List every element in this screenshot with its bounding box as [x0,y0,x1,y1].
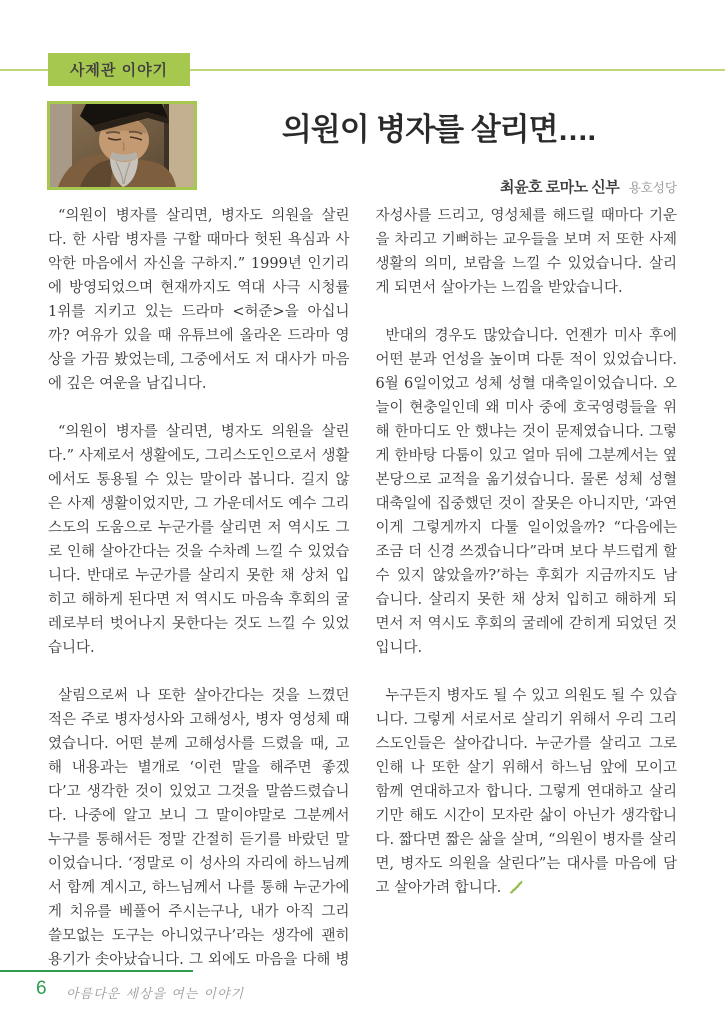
author-line [500,176,677,197]
section-tab [48,53,190,86]
article-paragraph [376,684,678,900]
footer-rule [0,970,193,972]
article-photo [47,101,197,190]
author-parish: 용호성당 [628,181,677,195]
drama-still-illustration [50,104,194,187]
paragraph-text: “의원이 병자를 살리면, 병자도 의원을 살린다.” 사제로서 생활에도, 그리스도인으로서 생활에서도 통용될 수 있는 말이라 봅니다. 길지 않은 사제 생활이었지만, 그 가운데서도 예수 그리스도의 도움으로 누군가를 살리면 저 역시도 그로 인해 살아간다는 것을 수차례 느낄 수 있었습니다. 반대로 누군가를 살리지 못한 채 상처 입히고 해하게 된다면 저 역시도 마음속 후회의 굴레로부터 벗어나지 못한다는 것도 느낄 수 있었습니다. [48,424,350,656]
section-tab-label: 사제관 이야기 [69,62,169,79]
paragraph-text: 살림으로써 나 또한 살아간다는 것을 느꼈던 적은 주로 병자성사와 고해성사, 병자 영성체 때였습니다. 어떤 분께 고해성사를 드렸을 때, 고해 내용과는 별개로 ‘이런 말을 해주면 좋겠다’고 생각한 것이 있었고 그것을 말씀드렸습니다. 나중에 알고 보니 그 말이야말로 그분께서 누구를 통해서든 정말 간절히 듣기를 바랐던 말이었습니다. ‘정말로 이 성사의 자리에 하느님께서 함께 계시고, 하느님께서 나를 통해 누군가에게 치유를 베풀어 주시는구나, 내가 아직 그리 쓸모없는 도구는 아니었구나’라는 생각에 괜히 용기가 솟아났습니다. 그 외에도 마음을 다해 병자성사를 드리고, 영성체를 해드릴 때마다 기운을 차리고 기뻐하는 교우들을 보며 저 또한 사제 생활의 의미, 보람을 느낄 수 있었습니다. 살리게 되면서 살아가는 느낌을 받았습니다. [48,208,677,968]
article-title: 의원이 병자를 살리면…. [281,112,596,147]
paragraph-text: “의원이 병자를 살리면, 병자도 의원을 살린다. 한 사람 병자를 구할 때마다 헛된 욕심과 사악한 마음에서 자신을 구하지.” 1999년 인기리에 방영되었으며 현재까지도 역대 사극 시청률 1위를 지키고 있는 드라마 <허준>을 아십니까? 여유가 있을 때 유튜브에 올라온 드라마 영상을 가끔 봤었는데, 그중에서도 저 대사가 마음에 깊은 여운을 남깁니다. [48,208,350,392]
article-paragraph [376,324,678,660]
paragraph-text: 반대의 경우도 많았습니다. 언젠가 미사 후에 어떤 분과 언성을 높이며 다툰 적이 있었습니다. 6월 6일이었고 성체 성혈 대축일이었습니다. 오늘이 현충일인데 왜 미사 중에 호국영령들을 위해 한마디도 안 했냐는 것이 문제였습니다. 그렇게 한바탕 다툼이 있고 얼마 뒤에 그분께서는 옆 본당으로 교적을 옮기셨습니다. 물론 성체 성혈 대축일에 집중했던 것이 잘못은 아니지만, ‘과연 이게 그렇게까지 다툴 일이었을까? “다음에는 조금 더 신경 쓰겠습니다”라며 보다 부드럽게 할 수 있지 않았을까?’하는 후회가 지금까지도 남습니다. 살리지 못한 채 상처 입히고 해하게 되면서 저 역시도 후회의 굴레에 갇히게 되었던 것입니다. [375,328,677,656]
article-body [48,204,677,984]
paragraph-text: 누구든지 병자도 될 수 있고 의원도 될 수 있습니다. 그렇게 서로서로 살리기 위해서 우리 그리스도인들은 살아갑니다. 누군가를 살리고 그로 인해 나 또한 살기 위해서 하느님 앞에 모이고 함께 연대하고자 합니다. 그렇게 연대하고 살리기만 해도 시간이 모자란 삶이 아닌가 생각합니다. 짧다면 짧은 삶을 살며, “의원이 병자를 살리면, 병자도 의원을 살린다”는 대사를 마음에 담고 살아가려 합니다. [375,688,677,896]
footer-tagline: 아름다운 세상을 여는 이야기 [66,987,245,1002]
article-paragraph [48,204,350,396]
page-number: 6 [36,978,47,999]
article-paragraph [48,420,350,660]
leaf-sprig-icon [509,880,524,894]
author-name: 최윤호 로마노 신부 [499,179,620,196]
